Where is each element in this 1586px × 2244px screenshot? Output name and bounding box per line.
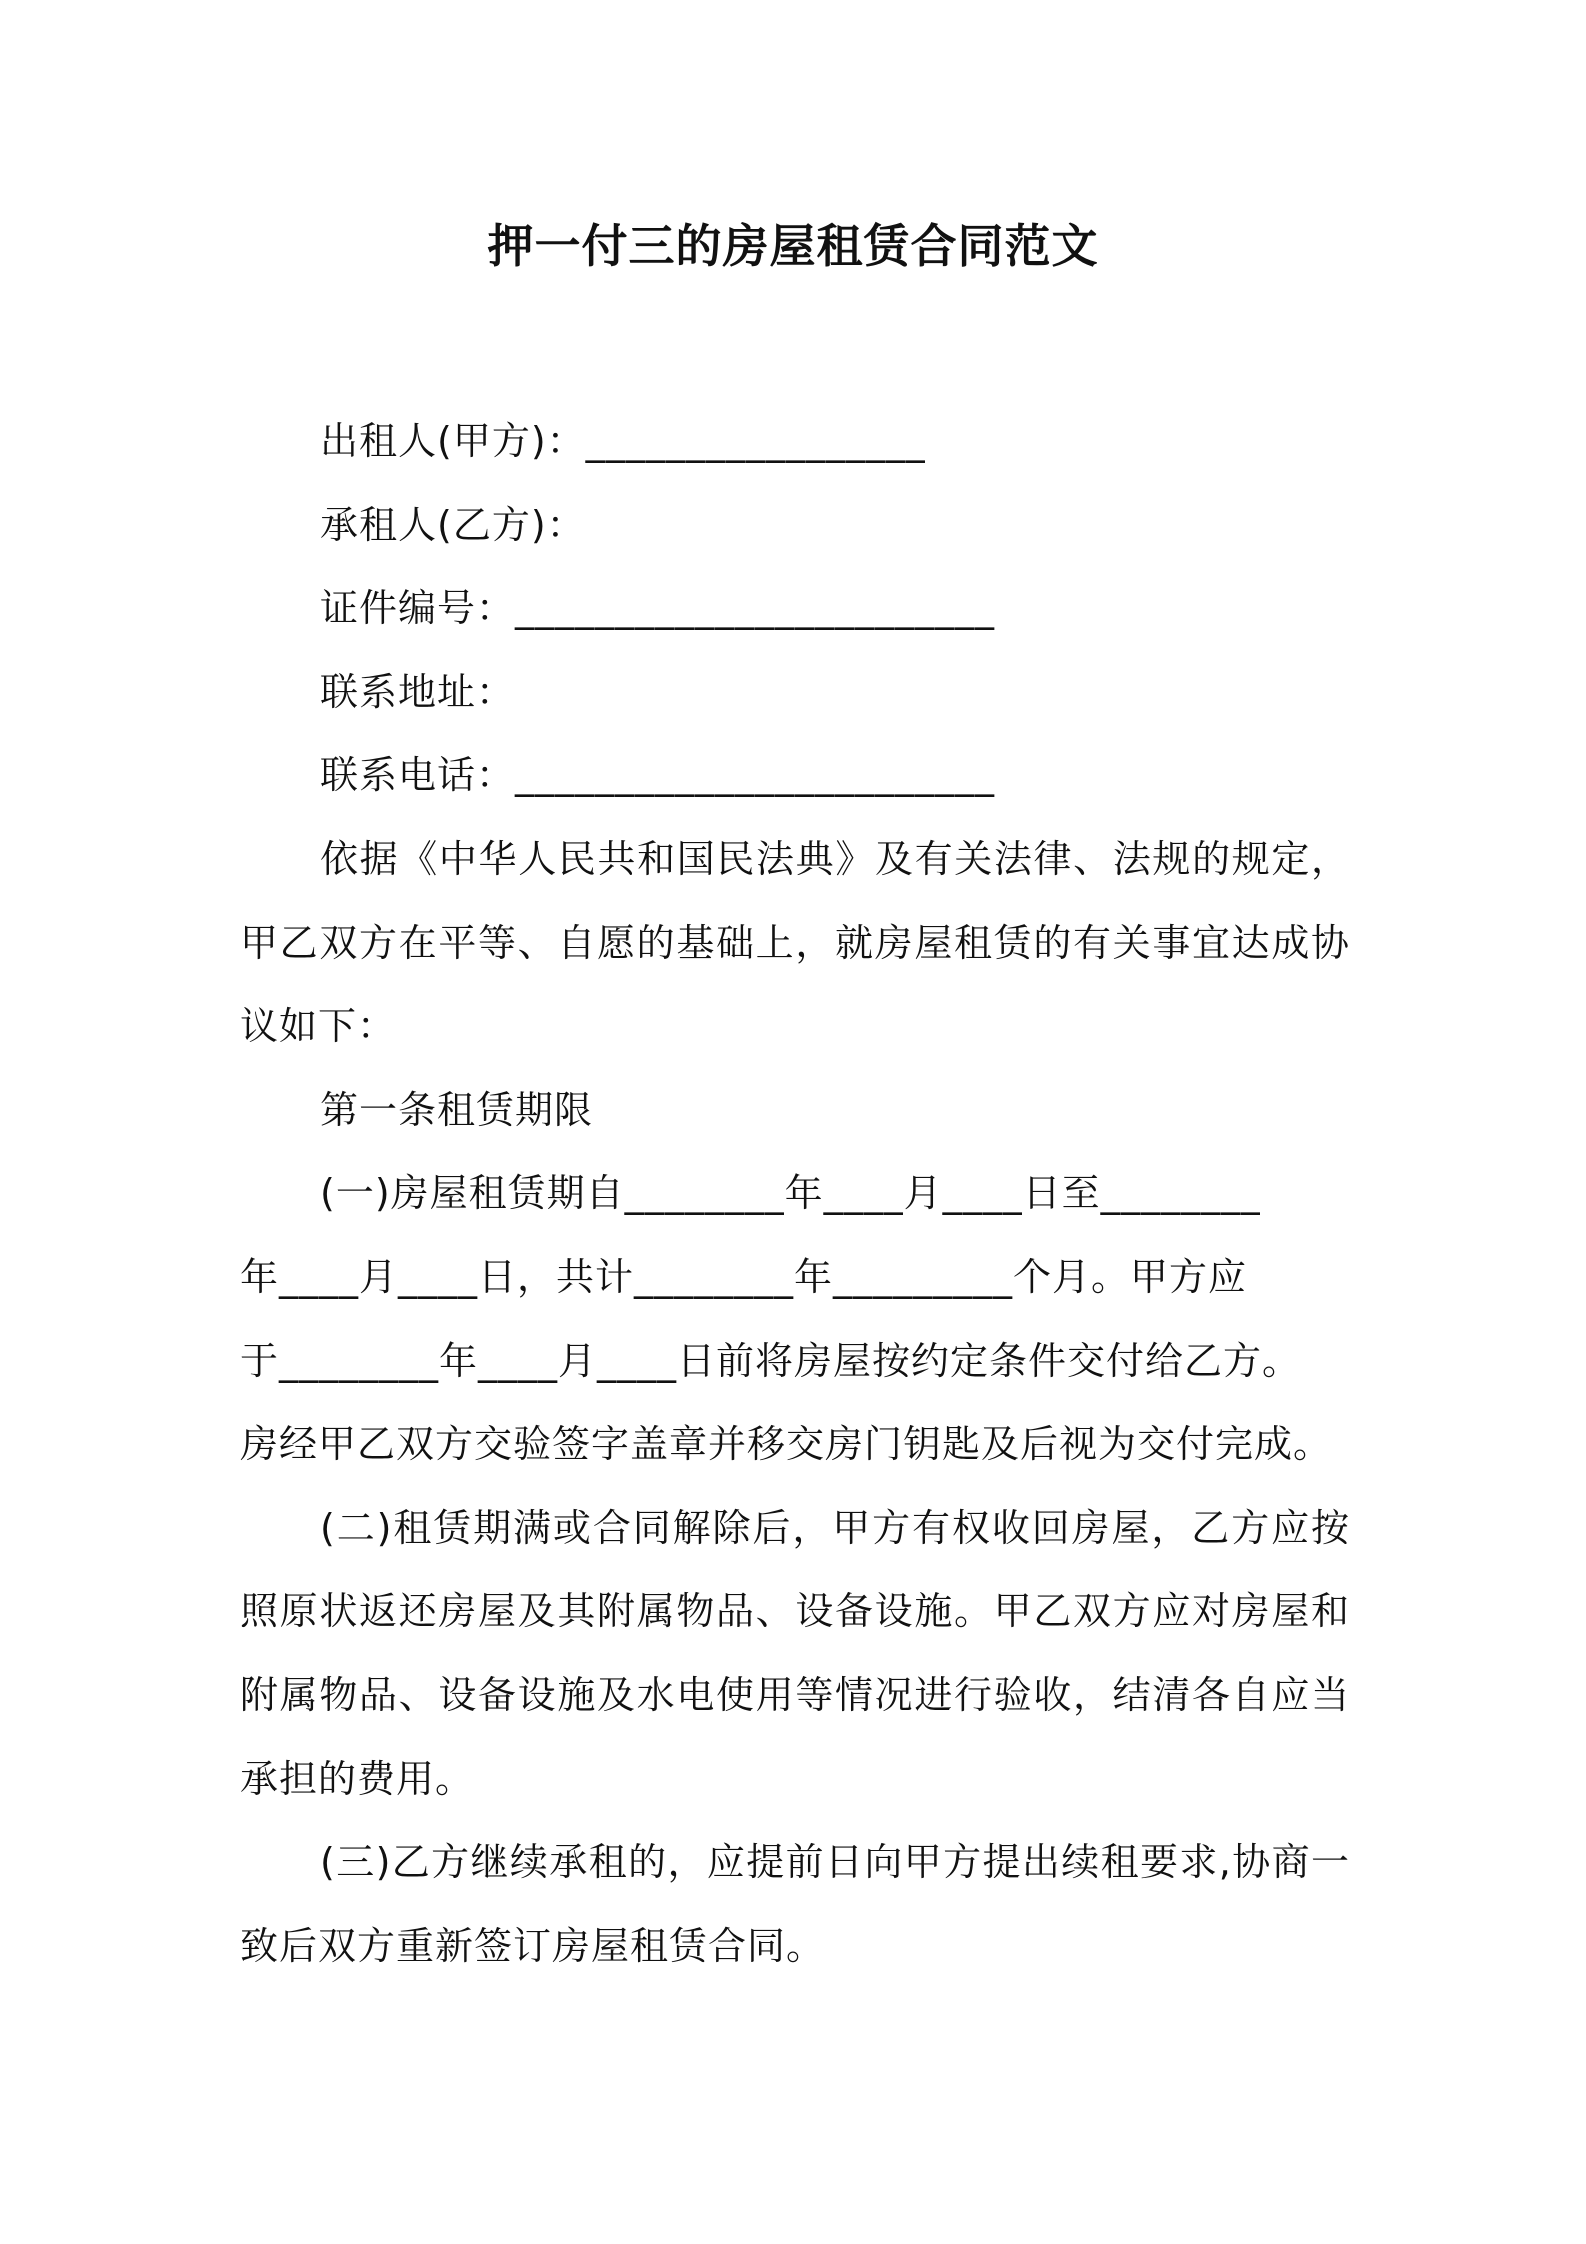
clause-2-paragraph: (二)租赁期满或合同解除后，甲方有权收回房屋，乙方应按照原状返还房屋及其附属物品、设备设施。甲乙双方应对房屋和附属物品、设备设施及水电使用等情况进行验收，结清各自应当承担的费用。 xyxy=(240,1505,1350,1801)
clause-1-line-3: 于________年____月____日前将房屋按约定条件交付给乙方。 xyxy=(240,1338,1302,1383)
landlord-field: 出租人(甲方)：_________________ xyxy=(320,419,926,463)
clause-1-line-4: 房经甲乙双方交验签字盖章并移交房门钥匙及后视为交付完成。 xyxy=(240,1422,1333,1467)
clause-3-paragraph: (三)乙方继续承租的，应提前日向甲方提出续租要求,协商一致后双方重新签订房屋租赁合同。 xyxy=(240,1840,1350,1968)
clause-1-line-2: 年____月____日，共计________年_________个月。甲方应 xyxy=(240,1254,1248,1299)
article-1-heading: 第一条租赁期限 xyxy=(320,1087,594,1132)
intro-paragraph: 依据《中华人民共和国民法典》及有关法律、法规的规定，甲乙双方在平等、自愿的基础上，就房屋租赁的有关事宜达成协议如下： xyxy=(240,836,1350,1049)
tenant-field: 承租人(乙方)： xyxy=(320,502,586,547)
clause-1-line-1: (一)房屋租赁期自________年____月____日至________ xyxy=(320,1171,1261,1216)
address-field: 联系地址： xyxy=(320,669,516,714)
document-body xyxy=(240,400,1350,1988)
id-number-field: 证件编号：________________________ xyxy=(320,586,996,631)
phone-field: 联系电话：________________________ xyxy=(320,753,996,798)
document-title: 押一付三的房屋租赁合同范文 xyxy=(487,219,1099,273)
